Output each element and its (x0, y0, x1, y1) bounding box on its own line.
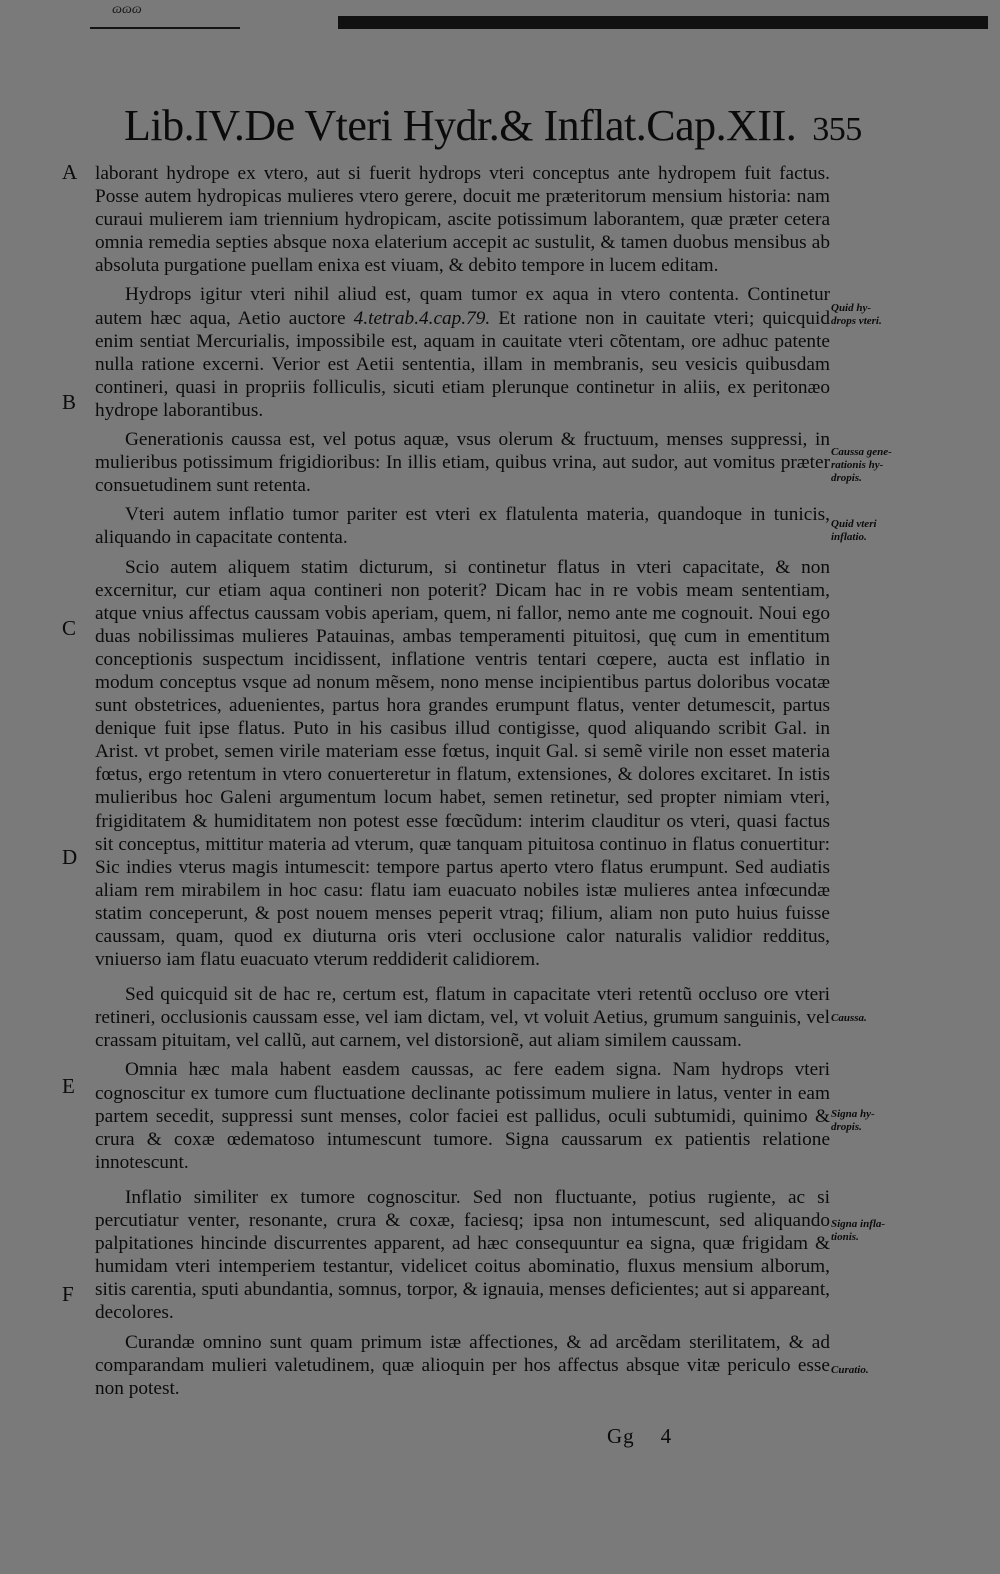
paragraph-3: Generationis caussa est, vel potus aquæ, vsus olerum & fructuum, menses suppressi, in mulieribus potissimum frigidioribus: In illis etiam, quibus vrina, aut sudor, aut vomitus præter consuetudinem sunt retenta. (95, 429, 830, 497)
section-letter-e: E (62, 1074, 75, 1098)
header-rule-left (90, 27, 240, 29)
marginal-note-quid-hydrops: Quid hy- drops vteri. (831, 302, 882, 327)
paragraph-4: Vteri autem inflatio tumor pariter est vteri ex flatulenta materia, quandoque in tunicis, aliquando in capacitate contenta. (95, 504, 830, 549)
marginal-note-quid-inflatio: Quid vteri inflatio. (831, 518, 877, 543)
marginal-note-signa-inflationis: Signa infla- tionis. (831, 1218, 886, 1243)
signature-mark: Gg 4 (607, 1424, 673, 1448)
header-rule-right (338, 16, 988, 29)
body-text (95, 162, 830, 1400)
marginal-note-caussa: Caussa. (831, 1012, 867, 1024)
citation: 4.tetrab.4.cap.79. (353, 307, 491, 329)
section-letter-d: D (62, 845, 78, 869)
marginal-note-caussa-generationis: Caussa gene- rationis hy- dropis. (831, 446, 892, 484)
running-title: Lib.IV.De Vteri Hydr.& Inflat.Cap.XII. (124, 101, 797, 150)
section-letter-b: B (62, 390, 77, 414)
section-letter-c: C (62, 616, 77, 640)
marginal-note-curatio: Curatio. (831, 1364, 869, 1376)
running-head (124, 100, 862, 156)
paragraph-9: Curandæ omnino sunt quam primum istæ affectiones, & ad arcẽdam sterilitatem, & ad comparandam mulieri valetudinem, quæ alioquin per hos affectus absque vitæ periculo esse non potest. (95, 1331, 830, 1399)
paragraph-7: Omnia hæc mala habent easdem caussas, ac fere eadem signa. Nam hydrops vteri cognoscitur ex tumore cum fluctuatione declinante potissimum muliere in latus, venter in eam partem secedit, suppressi sunt menses, color faciei est pallidus, oculi subtumidi, quinimo & crura & coxæ œdematoso intumescunt tumore. Signa caussarum ex patientis relatione innotescunt. (95, 1059, 830, 1173)
marginal-note-signa-hydropis: Signa hy- dropis. (831, 1108, 875, 1133)
paragraph-2: Hydrops igitur vteri nihil aliud est, quam tumor ex aqua in vtero contenta. Continetur autem hæc aqua, Aetio auctore 4.tetrab.4.cap.79. Et ratione non in cauitate vteri; quicquid enim sentiat Mercurialis, impossibile est, aquam in cauitate vteri cõtentam, ore adhuc patente nulla ratione excerni. Verior est Aetii sententia, illam in membranis, seu vesicis quibusdam contineri, quasi in propriis folliculis, sicuti etiam plerunque continetur in aliis, ex peritonæo hydrope laborantibus. (95, 284, 831, 421)
section-letter-a: A (62, 160, 78, 184)
page-number: 355 (812, 111, 862, 148)
paragraph-8: Inflatio similiter ex tumore cognoscitur. Sed non fluctuante, potius rugiente, ac si percutiatur venter, resonante, crura & coxæ, faciesq; ipsa non intumescunt, sed aliquando palpitationes hincinde discurrentes apparent, ad hæc consequuntur ea signa, quæ frigidam & humidam vteri intemperiem testantur, videlicet coitus abominatio, fluxus mensium alborum, sitis carentia, sputi abundantia, somnus, torpor, & ignauia, menses deficientes; aut si appareant, decolores. (95, 1186, 830, 1324)
section-letter-f: F (62, 1282, 74, 1306)
paragraph-6: Sed quicquid sit de hac re, certum est, flatum in capacitate vteri retentũ occluso ore vteri retineri, occlusionis caussam esse, vel iam dictam, vel, vt voluit Aetius, grumum sanguinis, vel crassam pituitam, vel callũ, aut carnem, vel distorsionẽ, aut aliam similem caussam. (95, 984, 830, 1052)
top-scribble: ɷɷɷ (112, 2, 142, 17)
paragraph-1: laborant hydrope ex vtero, aut si fuerit hydrops vteri conceptus ante hydropem fuit factus. Posse autem hydropicas mulieres vtero gerere, docuit me præteritorum mensium historia: nam curaui mulierem iam triennium hydropicam, ascite potissimum laborantem, quæ præter cetera omnia remedia septies absque noxa elaterium accepit ac sustulit, & tamen duobus mensibus ab absoluta purgatione puellam enixa est viuam, & debito tempore in lucem editam. (95, 163, 830, 277)
paragraph-5: Scio autem aliquem statim dicturum, si continetur flatus in vteri capacitate, & non excernitur, cur etiam aqua contineri non poterit? Dicam hac in re vobis meam sententiam, atque vnius affectus caussam vobis aperiam, quem, ni fallor, nemo ante me cognouit. Noui ego duas nobilissimas mulieres Patauinas, ambas temperamenti pituitosi, quę cum in ementitum conceptionis suspectum incidissent, inflatione ventris tentari cœpere, aucta est inflatio in modum conceptus vsque ad nonum mẽsem, nono mense incipientibus partus doloribus vocatæ sunt obstetrices, aduenientes, partus hora grandes erumpunt flatus, venter detumescit, partus denique fuit ipse flatus. Puto in his casibus illud contigisse, quod aliquando scribit Gal. in Arist. vt probet, semen virile materiam esse fœtus, inquit Gal. si semẽ virile non esset materia fœtus, ergo retentum in vtero conuerteretur in flatum, extensiones, & dolores excitaret. In istis mulieribus hoc Galeni argumentum locum habet, semen retinetur, sed propter nimiam vteri, frigiditatem & humiditatem non potest esse fœcũdum: interim clauditur os vteri, quasi factus sit conceptus, mittitur materia ad vterum, quæ tanquam pituitosa continuo in flatus conuertitur: Sic indies vterus magis intumescit: tempore partus aperto vtero flatus erumpunt. Sed audiatis aliam rem mirabilem in hoc casu: flatu iam euacuato nobiles istæ mulieres antea infœcundæ statim conceperunt, & post nouem menses peperit vtraq; filium, aliam non puto huius fuisse caussam, quam, quod ex diuturna oris vteri occlusione calor naturalis validior redditus, vniuerso iam flatu euacuato vterum reddiderit calidiorem. (95, 556, 830, 971)
